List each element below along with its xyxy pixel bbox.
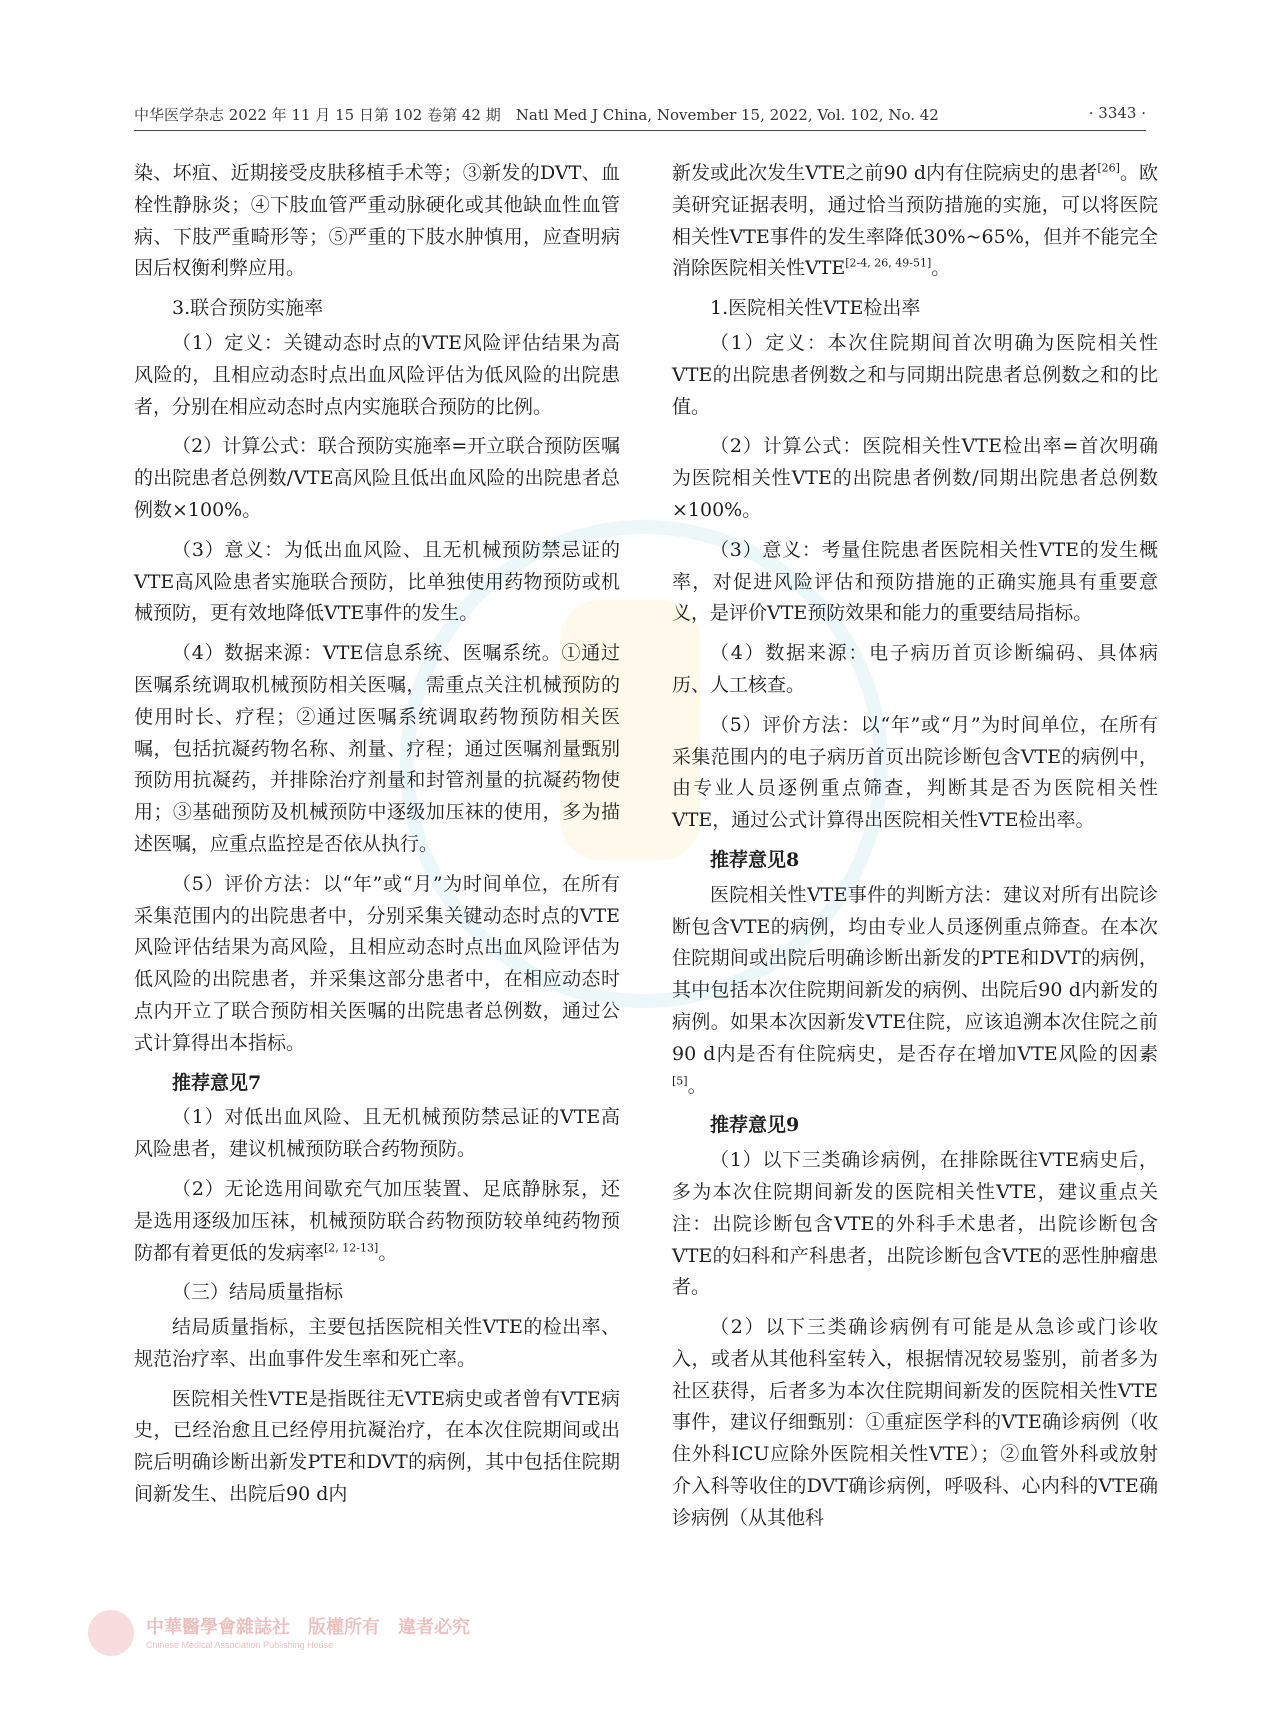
recommendation-heading: 推荐意见9 <box>710 1114 800 1137</box>
paragraph: （2）以下三类确诊病例有可能是从急诊或门诊收入，或者从其他科室转入，根据情况较易鉴别，前者多为社区获得，后者多为本次住院期间新发的医院相关性VTE事件，建议仔细甄别：①重症医学科的VTE确诊病例（收住外科ICU应除外医院相关性VTE）；②血管外科或放射介入科等收住的DVT确诊病例，呼吸科、心内科的VTE确诊病例（从其他科 <box>672 1316 1158 1529</box>
paragraph: （3）意义：为低出血风险、且无机械预防禁忌证的VTE高风险患者实施联合预防，比单独使用药物预防或机械预防，更有效地降低VTE事件的发生。 <box>134 538 620 625</box>
paragraph: 结局质量指标，主要包括医院相关性VTE的检出率、规范治疗率、出血事件发生率和死亡率。 <box>134 1316 620 1370</box>
publisher-watermark: 中華醫學會雜誌社 版權所有 違者必究 <box>146 1617 470 1638</box>
header-rule <box>134 130 1146 131</box>
paragraph: 染、坏疽、近期接受皮肤移植手术等；③新发的DVT、血栓性静脉炎；④下肢血管严重动脉硬化或其他缺血性血管病、下肢严重畸形等；⑤严重的下肢水肿慎用，应查明病因后权衡利弊应用。 <box>134 162 620 280</box>
left-column <box>134 158 620 1519</box>
paragraph: （4）数据来源：电子病历首页诊断编码、具体病历、人工核查。 <box>672 642 1158 696</box>
paragraph: 医院相关性VTE是指既往无VTE病史或者曾有VTE病史，已经治愈且已经停用抗凝治疗，在本次住院期间或出院后明确诊断出新发PTE和DVT的病例，其中包括住院期间新发生、出院后90 d内 <box>134 1387 620 1506</box>
paragraph <box>134 1174 620 1269</box>
right-column <box>672 158 1158 1543</box>
paragraph-text: （2）无论选用间歇充气加压装置、足底静脉泵，还是选用逐级加压袜，机械预防联合药物预防较单纯药物预防都有着更低的发病率 <box>134 1177 620 1264</box>
paragraph-text: 新发或此次发生VTE之前90 d内有住院病史的患者 <box>672 162 1098 184</box>
paragraph: （1）对低出血风险、且无机械预防禁忌证的VTE高风险患者，建议机械预防联合药物预防。 <box>134 1106 620 1161</box>
recommendation-heading: 推荐意见8 <box>710 848 800 871</box>
paragraph-text: 。 <box>931 257 951 280</box>
paragraph: （5）评价方法：以“年”或“月”为时间单位，在所有采集范围内的电子病历首页出院诊断包含VTE的病例中，由专业人员逐例重点筛查，判断其是否为医院相关性VTE，通过公式计算得出医院相关性VTE检出率。 <box>672 713 1158 832</box>
paragraph <box>672 158 1158 285</box>
citation-ref: [5] <box>672 1074 688 1088</box>
paragraph: （5）评价方法：以“年”或“月”为时间单位，在所有采集范围内的出院患者中，分别采集关键动态时点的VTE风险评估结果为高风险，且相应动态时点出血风险评估为低风险的出院患者，并采集这部分患者中，在相应动态时点内开立了联合预防相关医嘱的出院患者总例数，通过公式计算得出本指标。 <box>134 872 620 1054</box>
paragraph: （3）意义：考量住院患者医院相关性VTE的发生概率，对促进风险评估和预防措施的正确实施具有重要意义，是评价VTE预防效果和能力的重要结局指标。 <box>672 538 1158 625</box>
paragraph: （1）以下三类确诊病例，在排除既往VTE病史后，多为本次住院期间新发的医院相关性VTE，建议重点关注：出院诊断包含VTE的外科手术患者，出院诊断包含VTE的妇科和产科患者，出院诊断包含VTE的恶性肿瘤患者。 <box>672 1149 1158 1299</box>
recommendation-heading: 推荐意见7 <box>172 1071 262 1094</box>
paragraph: （1）定义：关键动态时点的VTE风险评估结果为高风险的，且相应动态时点出血风险评估为低风险的出院患者，分别在相应动态时点内实施联合预防的比例。 <box>134 331 620 418</box>
citation-ref: [2-4, 26, 49-51] <box>845 257 932 271</box>
section-heading: 1.医院相关性VTE检出率 <box>710 297 921 320</box>
section-heading: （三）结局质量指标 <box>172 1281 344 1304</box>
paragraph-text: 。 <box>687 1074 707 1097</box>
paragraph-text: 。 <box>378 1241 398 1264</box>
publisher-watermark-en: Chinese Medical Association Publishing House <box>146 1640 334 1650</box>
paragraph <box>672 880 1158 1103</box>
section-heading: 3.联合预防实施率 <box>172 297 324 320</box>
paragraph: （2）计算公式：医院相关性VTE检出率=首次明确为医院相关性VTE的出院患者例数/同期出院患者总例数×100%。 <box>672 435 1158 521</box>
paragraph: （1）定义：本次住院期间首次明确为医院相关性VTE的出院患者例数之和与同期出院患者总例数之和的比值。 <box>672 331 1158 418</box>
publisher-logo-icon <box>88 1610 134 1656</box>
page-number: · 3343 · <box>1088 104 1146 122</box>
paragraph-text: 。欧美研究证据表明，通过恰当预防措施的实施，可以将医院相关性VTE事件的发生率降低30%~65%，但并不能完全消除医院相关性VTE <box>672 162 1158 280</box>
paragraph: （2）计算公式：联合预防实施率=开立联合预防医嘱的出院患者总例数/VTE高风险且低出血风险的出院患者总例数×100%。 <box>134 435 620 521</box>
citation-ref: [2, 12-13] <box>324 1241 379 1255</box>
citation-ref: [26] <box>1097 161 1120 175</box>
paragraph-text: 医院相关性VTE事件的判断方法：建议对所有出院诊断包含VTE的病例，均由专业人员逐例重点筛查。在本次住院期间或出院后明确诊断出新发的PTE和DVT的病例，其中包括本次住院期间新发的病例、出院后90 d内新发的病例。如果本次因新发VTE住院，应该追溯本次住院之前90 d内是否有住院病史，是否存在增加VTE风险的因素 <box>672 883 1158 1065</box>
paragraph: （4）数据来源：VTE信息系统、医嘱系统。①通过医嘱系统调取机械预防相关医嘱，需重点关注机械预防的使用时长、疗程；②通过医嘱系统调取药物预防相关医嘱，包括抗凝药物名称、剂量、疗程；通过医嘱剂量甄别预防用抗凝药，并排除治疗剂量和封管剂量的抗凝药物使用；③基础预防及机械预防中逐级加压袜的使用，多为描述医嘱，应重点监控是否依从执行。 <box>134 642 620 855</box>
journal-citation: 中华医学杂志 2022 年 11 月 15 日第 102 卷第 42 期 Natl Med J China, November 15, 2022, Vol. 102, No. 42 <box>134 106 939 124</box>
